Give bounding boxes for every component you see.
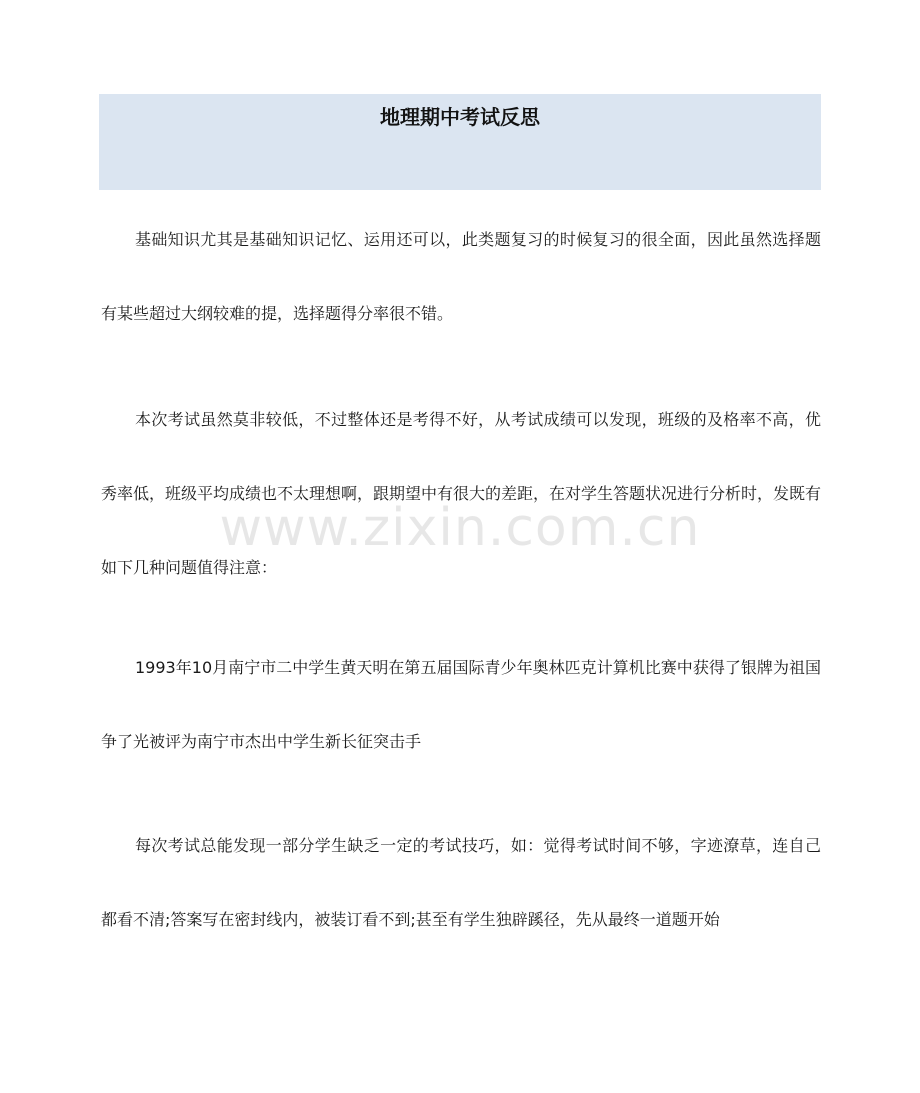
paragraph-4: 每次考试总能发现一部分学生缺乏一定的考试技巧，如：觉得考试时间不够，字迹潦草，连自己都看不清;答案写在密封线内，被装订看不到;甚至有学生独辟蹊径，先从最终一道题开始 (101, 836, 821, 929)
paragraph-2: 本次考试虽然莫非较低，不过整体还是考得不好，从考试成绩可以发现，班级的及格率不高，优秀率低，班级平均成绩也不太理想啊，跟期望中有很大的差距，在对学生答题状况进行分析时，发既有如下几种问题值得注意： (101, 410, 822, 577)
document-title: 地理期中考试反思 (380, 105, 540, 129)
paragraph-3: 1993年10月南宁市二中学生黄天明在第五届国际青少年奥林匹克计算机比赛中获得了银牌为祖国争了光被评为南宁市杰出中学生新长征突击手 (101, 658, 821, 751)
title-banner (99, 94, 821, 190)
watermark: www.zixin.com.cn (219, 498, 701, 558)
paragraph-1: 基础知识尤其是基础知识记忆、运用还可以，此类题复习的时候复习的很全面，因此虽然选择题有某些超过大纲较难的提，选择题得分率很不错。 (101, 230, 821, 323)
